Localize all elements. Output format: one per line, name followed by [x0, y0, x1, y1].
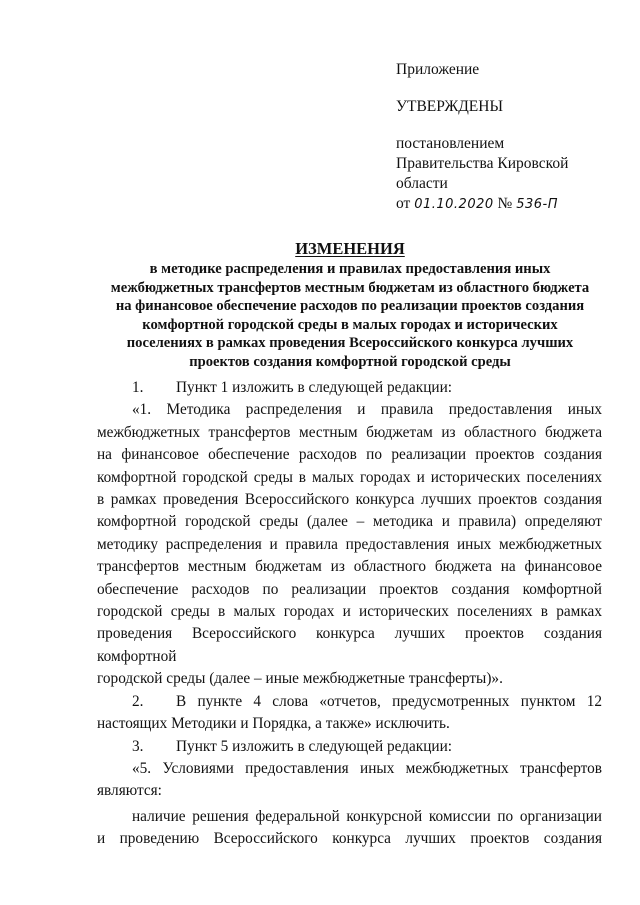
item-2-line-2: настоящих Методики и Порядка, а также» исключить.	[97, 715, 450, 733]
condition-line: и проведению Всероссийского конкурса лучших проектов создания	[97, 830, 602, 848]
quote-line: «1. Методика распределения и правила предоставления иных	[132, 401, 602, 419]
item-text: Пункт 5 изложить в следующей редакции:	[176, 737, 453, 755]
item-text: В пункте 4 слова «отчетов, предусмотренных пунктом 12	[176, 692, 602, 710]
quote-line: «5. Условиями предоставления иных межбюджетных трансфертов	[132, 759, 602, 777]
quote-line: являются:	[97, 782, 162, 800]
approval-line-1: постановлением	[396, 135, 505, 152]
quote-line: методику распределения и правила предоставления иных межбюджетных	[97, 535, 602, 553]
condition-paragraph	[97, 806, 602, 851]
number-prefix: №	[497, 195, 513, 212]
quote-line: комфортной городской среды в малых городах и исторических поселениях	[97, 468, 602, 486]
approval-block	[396, 60, 626, 215]
date-prefix: от	[396, 195, 411, 212]
appendix-label: Приложение	[396, 61, 480, 78]
quote-line: межбюджетных трансфертов местным бюджетам из областного бюджета	[97, 423, 602, 441]
quote-line: проведения Всероссийского конкурса лучших проектов создания комфортной	[97, 625, 602, 665]
item-number: 2.	[132, 692, 144, 710]
quote-paragraph-1	[97, 399, 602, 690]
approval-line-3: области	[396, 175, 448, 192]
subtitle-line: комфортной городской среды в малых городах и исторических	[142, 316, 558, 333]
document-body	[97, 377, 602, 851]
subtitle-line: на финансовое обеспечение расходов по реализации проектов создания	[115, 298, 585, 314]
document-title	[90, 239, 610, 371]
quote-line: обеспечение расходов по реализации проектов создания комфортной	[97, 580, 602, 598]
subtitle-line: в методике распределения и правилах предоставления иных	[149, 261, 551, 277]
quote-line: трансфертов местным бюджетам из областного бюджета на финансовое	[97, 558, 602, 576]
item-number: 1.	[132, 379, 144, 396]
date-value: 01.10.2020	[414, 197, 494, 212]
number-value: 536-П	[516, 197, 558, 212]
item-1	[97, 377, 602, 399]
quote-line: комфортной городской среды (далее – методика и правила) определяют	[97, 513, 602, 531]
subtitle-line: межбюджетных трансфертов местным бюджетам из областного бюджета	[110, 279, 590, 296]
item-number: 3.	[132, 737, 144, 755]
approval-line-2: Правительства Кировской	[396, 155, 569, 172]
quote-line: городской среды в малых городах и исторических поселениях в рамках	[97, 603, 602, 621]
item-2-line-1	[97, 691, 602, 713]
condition-line: наличие решения федеральной конкурсной комиссии по организации	[132, 807, 602, 825]
title-subtitle	[90, 260, 610, 371]
quote-line: городской среды (далее – иные межбюджетные трансферты)».	[97, 670, 503, 688]
title-heading: ИЗМЕНЕНИЯ	[295, 239, 405, 258]
subtitle-line: проектов создания комфортной городской среды	[189, 353, 511, 370]
item-3	[97, 736, 602, 758]
quote-line: в рамках проведения Всероссийского конкурса лучших проектов создания	[97, 491, 602, 509]
subtitle-line: поселениях в рамках проведения Всероссийского конкурса лучших	[126, 335, 574, 351]
item-text: Пункт 1 изложить в следующей редакции:	[176, 379, 453, 396]
approval-date-line	[396, 194, 626, 215]
quote-line: на финансовое обеспечение расходов по реализации проектов создания	[97, 446, 602, 464]
item-2	[97, 691, 602, 736]
quote-paragraph-5	[97, 758, 602, 803]
approved-label: УТВЕРЖДЕНЫ	[396, 98, 503, 115]
